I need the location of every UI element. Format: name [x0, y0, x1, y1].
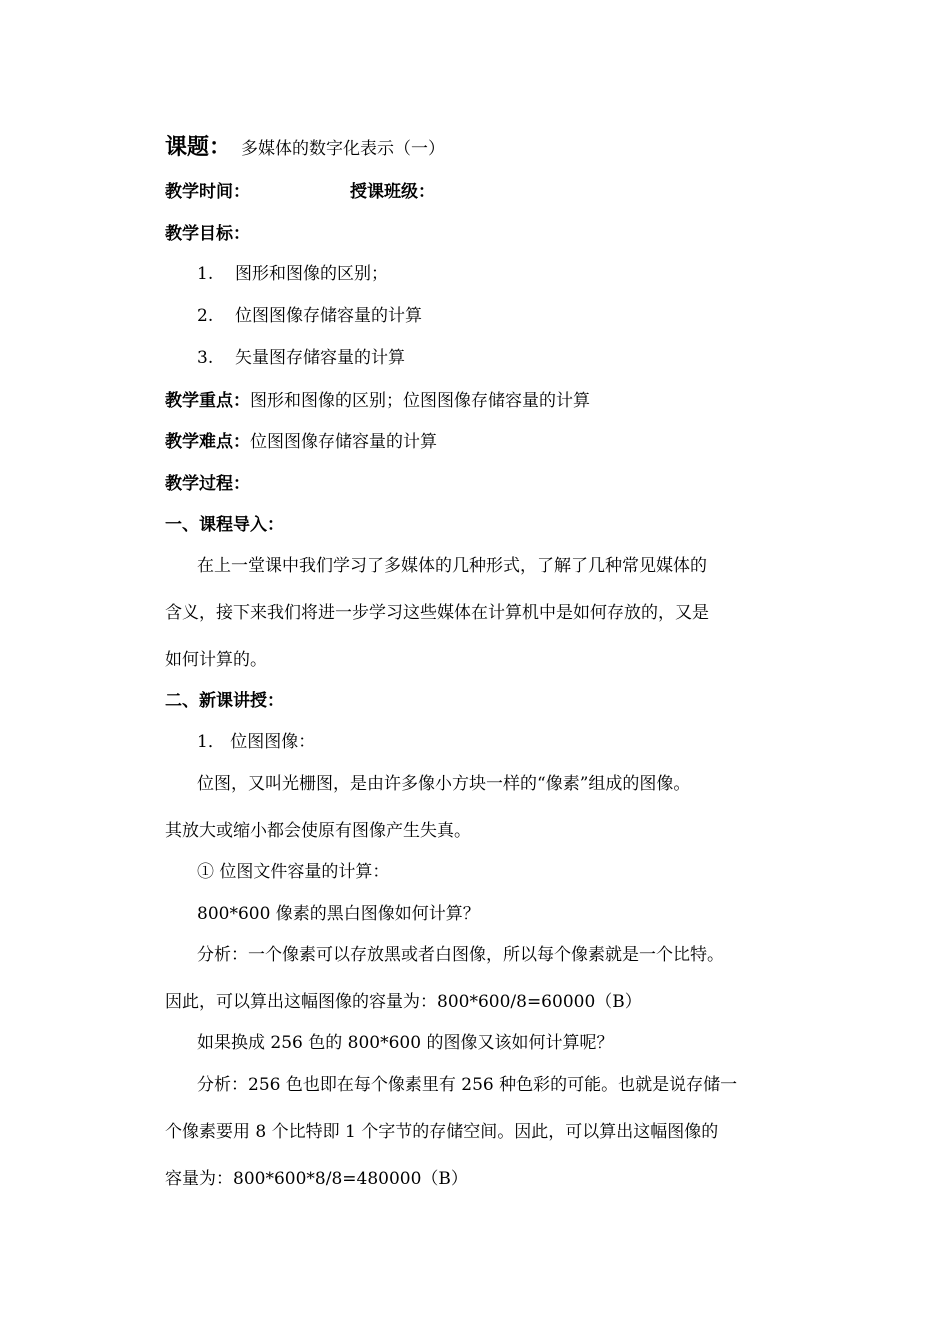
definition-line: 位图，又叫光栅图，是由许多像小方块一样的“像素”组成的图像。 — [197, 774, 691, 794]
goal-text: 矢量图存储容量的计算 — [235, 348, 405, 368]
goal-item — [197, 347, 405, 369]
analysis-1-line: 因此，可以算出这幅图像的容量为：800*600/8=60000（B） — [165, 992, 642, 1012]
title-label: 课题： — [165, 134, 232, 160]
calc-heading: ① 位图文件容量的计算： — [197, 862, 390, 882]
intro-heading: 一、课程导入： — [165, 515, 284, 535]
analysis-2-line: 分析：256 色也即在每个像素里有 256 种色彩的可能。也就是说存储一 — [197, 1075, 738, 1095]
question-2: 如果换成 256 色的 800*600 的图像又该如何计算呢？ — [197, 1033, 614, 1053]
goal-text: 图形和图像的区别； — [235, 264, 388, 284]
goal-item — [197, 305, 422, 327]
analysis-2-line: 容量为：800*600*8/8=480000（B） — [165, 1169, 468, 1189]
intro-line: 含义，接下来我们将进一步学习这些媒体在计算机中是如何存放的，又是 — [165, 603, 709, 623]
time-label: 教学时间： — [165, 182, 250, 202]
intro-line: 在上一堂课中我们学习了多媒体的几种形式，了解了几种常见媒体的 — [197, 556, 707, 576]
goal-number: 3. — [197, 348, 214, 368]
analysis-2-line: 个像素要用 8 个比特即 1 个字节的存储空间。因此，可以算出这幅图像的 — [165, 1122, 719, 1142]
key-points — [165, 390, 590, 412]
lesson-title — [165, 136, 445, 160]
goal-number: 1. — [197, 264, 214, 284]
key-points-label: 教学重点： — [165, 391, 250, 411]
class-label: 授课班级： — [350, 182, 435, 202]
title-value: 多媒体的数字化表示（一） — [241, 139, 446, 159]
goals-label: 教学目标： — [165, 224, 250, 244]
goal-text: 位图图像存储容量的计算 — [235, 306, 422, 326]
analysis-1-line: 分析：一个像素可以存放黑或者白图像，所以每个像素就是一个比特。 — [197, 945, 724, 965]
definition-line: 其放大或缩小都会使原有图像产生失真。 — [165, 821, 471, 841]
question-1: 800*600 像素的黑白图像如何计算？ — [197, 904, 480, 924]
intro-line: 如何计算的。 — [165, 650, 267, 670]
goal-number: 2. — [197, 306, 214, 326]
goal-item — [197, 263, 388, 285]
difficult-points-text: 位图图像存储容量的计算 — [250, 432, 437, 452]
bitmap-subheading: 1． 位图图像： — [197, 732, 316, 752]
key-points-text: 图形和图像的区别；位图图像存储容量的计算 — [250, 391, 590, 411]
difficult-points — [165, 431, 437, 453]
difficult-points-label: 教学难点： — [165, 432, 250, 452]
lesson-heading: 二、新课讲授： — [165, 691, 284, 711]
process-label: 教学过程： — [165, 474, 250, 494]
